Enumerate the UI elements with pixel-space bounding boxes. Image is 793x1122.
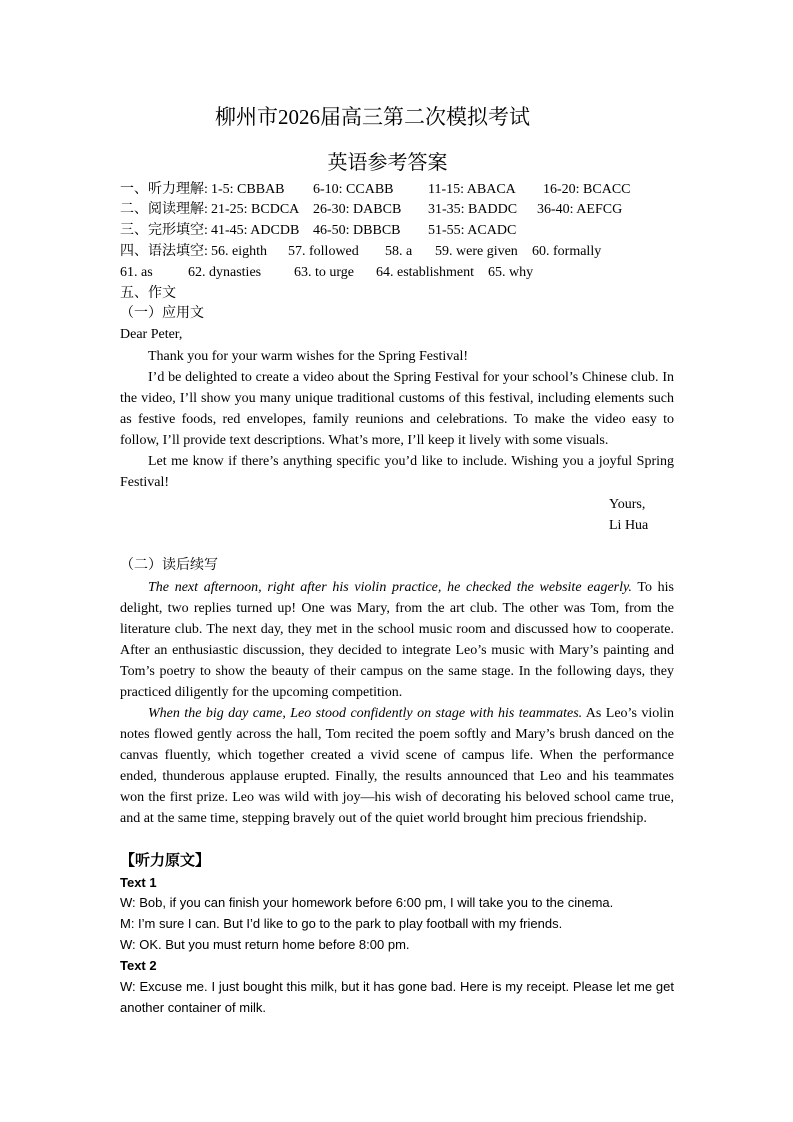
answer-group: 16-20: BCACC — [543, 182, 631, 197]
answer-group: 36-40: AEFCG — [537, 202, 623, 217]
transcript-line: M: I’m sure I can. But I’d like to go to the park to play football with my friends. — [120, 916, 563, 931]
writing-section-label: 五、作文 — [120, 286, 176, 301]
continuation-lead: The next afternoon, right after his violin practice, he checked the website eagerly. — [148, 580, 632, 595]
answers-label: 一、听力理解: — [120, 182, 208, 197]
continuation-body — [120, 577, 674, 829]
letter-body — [120, 346, 674, 493]
letter-closing: Yours, — [609, 497, 646, 512]
letter-greeting: Dear Peter, — [120, 327, 183, 342]
answer-item: 56. eighth — [211, 244, 267, 259]
answer-item: 60. formally — [532, 244, 602, 259]
answer-item: 63. to urge — [294, 265, 355, 280]
answer-item: 65. why — [488, 265, 534, 280]
answer-item: 62. dynasties — [188, 265, 262, 280]
letter-paragraph: Let me know if there’s anything specific you’d like to include. Wishing you a joyful Spring Festival! — [120, 454, 674, 490]
answers-label: 三、完形填空: — [120, 223, 208, 238]
transcript-heading: 【听力原文】 — [120, 851, 211, 869]
answer-item: 61. as — [120, 265, 153, 280]
answer-group: 11-15: ABACA — [428, 182, 516, 197]
answer-item: 57. followed — [288, 244, 359, 259]
answer-group: 6-10: CCABB — [313, 182, 394, 197]
answer-group: 51-55: ACADC — [428, 223, 517, 238]
transcript-text2-label: Text 2 — [120, 958, 157, 973]
answer-group: 31-35: BADDC — [428, 202, 518, 217]
continuation-lead: When the big day came, Leo stood confidently on stage with his teammates. — [148, 706, 583, 721]
letter-signature: Li Hua — [609, 518, 649, 533]
answer-item: 58. a — [385, 244, 413, 259]
continuation-text: As Leo’s violin notes flowed gently across the hall, Tom recited the poem softly and Mary’s brush danced on the canvas fluently, which together created a vivid scene of campus life. When the performance ended, thunderous applause erupted. Finally, the results announced that Leo and his teammates won the first prize. Leo was wild with joy—his wish of decorating his beloved school came true, and at the same time, stepping bravely out of the quiet world brought him precious friendship. — [120, 706, 674, 826]
answer-item: 59. were given — [435, 244, 518, 259]
transcript-text1-label: Text 1 — [120, 875, 157, 890]
transcript-line: W: Bob, if you can finish your homework before 6:00 pm, I will take you to the cinema. — [120, 895, 614, 910]
answer-group: 1-5: CBBAB — [211, 182, 285, 197]
answer-group: 26-30: DABCB — [313, 202, 402, 217]
continuation-text: To his delight, two replies turned up! One was Mary, from the art club. The other was Tom, from the literature club. The next day, they met in the school music room and discussed how to cooperate. After an enthusiastic discussion, they decided to integrate Leo’s music with Mary’s painting and Tom’s poetry to show the beauty of their campus on the same stage. In the following days, they practiced diligently for the upcoming competition. — [120, 580, 674, 700]
letter-paragraph: I’d be delighted to create a video about the Spring Festival for your school’s Chinese club. In the video, I’ll show you many unique traditional customs of this festival, including elements such as festive foods, red envelopes, family reunions and celebrations. To make the video easy to follow, I’ll provide text descriptions. What’s more, I’ll keep it lively with some visuals. — [120, 370, 674, 448]
answers-label: 二、阅读理解: — [120, 202, 208, 217]
answer-item: 64. establishment — [376, 265, 474, 280]
writing-part2-label: （二）读后续写 — [120, 558, 218, 573]
answer-group: 46-50: DBBCB — [313, 223, 401, 238]
answers-label: 四、语法填空: — [120, 244, 208, 259]
transcript-line: W: OK. But you must return home before 8:00 pm. — [120, 937, 410, 952]
page-title: 柳州市2026届高三第二次模拟考试 — [215, 105, 530, 129]
answer-group: 41-45: ADCDB — [211, 223, 300, 238]
continuation-paragraph — [120, 577, 674, 703]
letter-paragraph: Thank you for your warm wishes for the Spring Festival! — [148, 349, 468, 364]
writing-part1-label: （一）应用文 — [120, 306, 204, 321]
page-subtitle: 英语参考答案 — [327, 152, 448, 174]
answer-group: 21-25: BCDCA — [211, 202, 300, 217]
transcript-paragraph: W: Excuse me. I just bought this milk, but it has gone bad. Here is my receipt. Please let me get another container of milk. — [120, 979, 674, 1015]
continuation-paragraph — [120, 703, 674, 829]
